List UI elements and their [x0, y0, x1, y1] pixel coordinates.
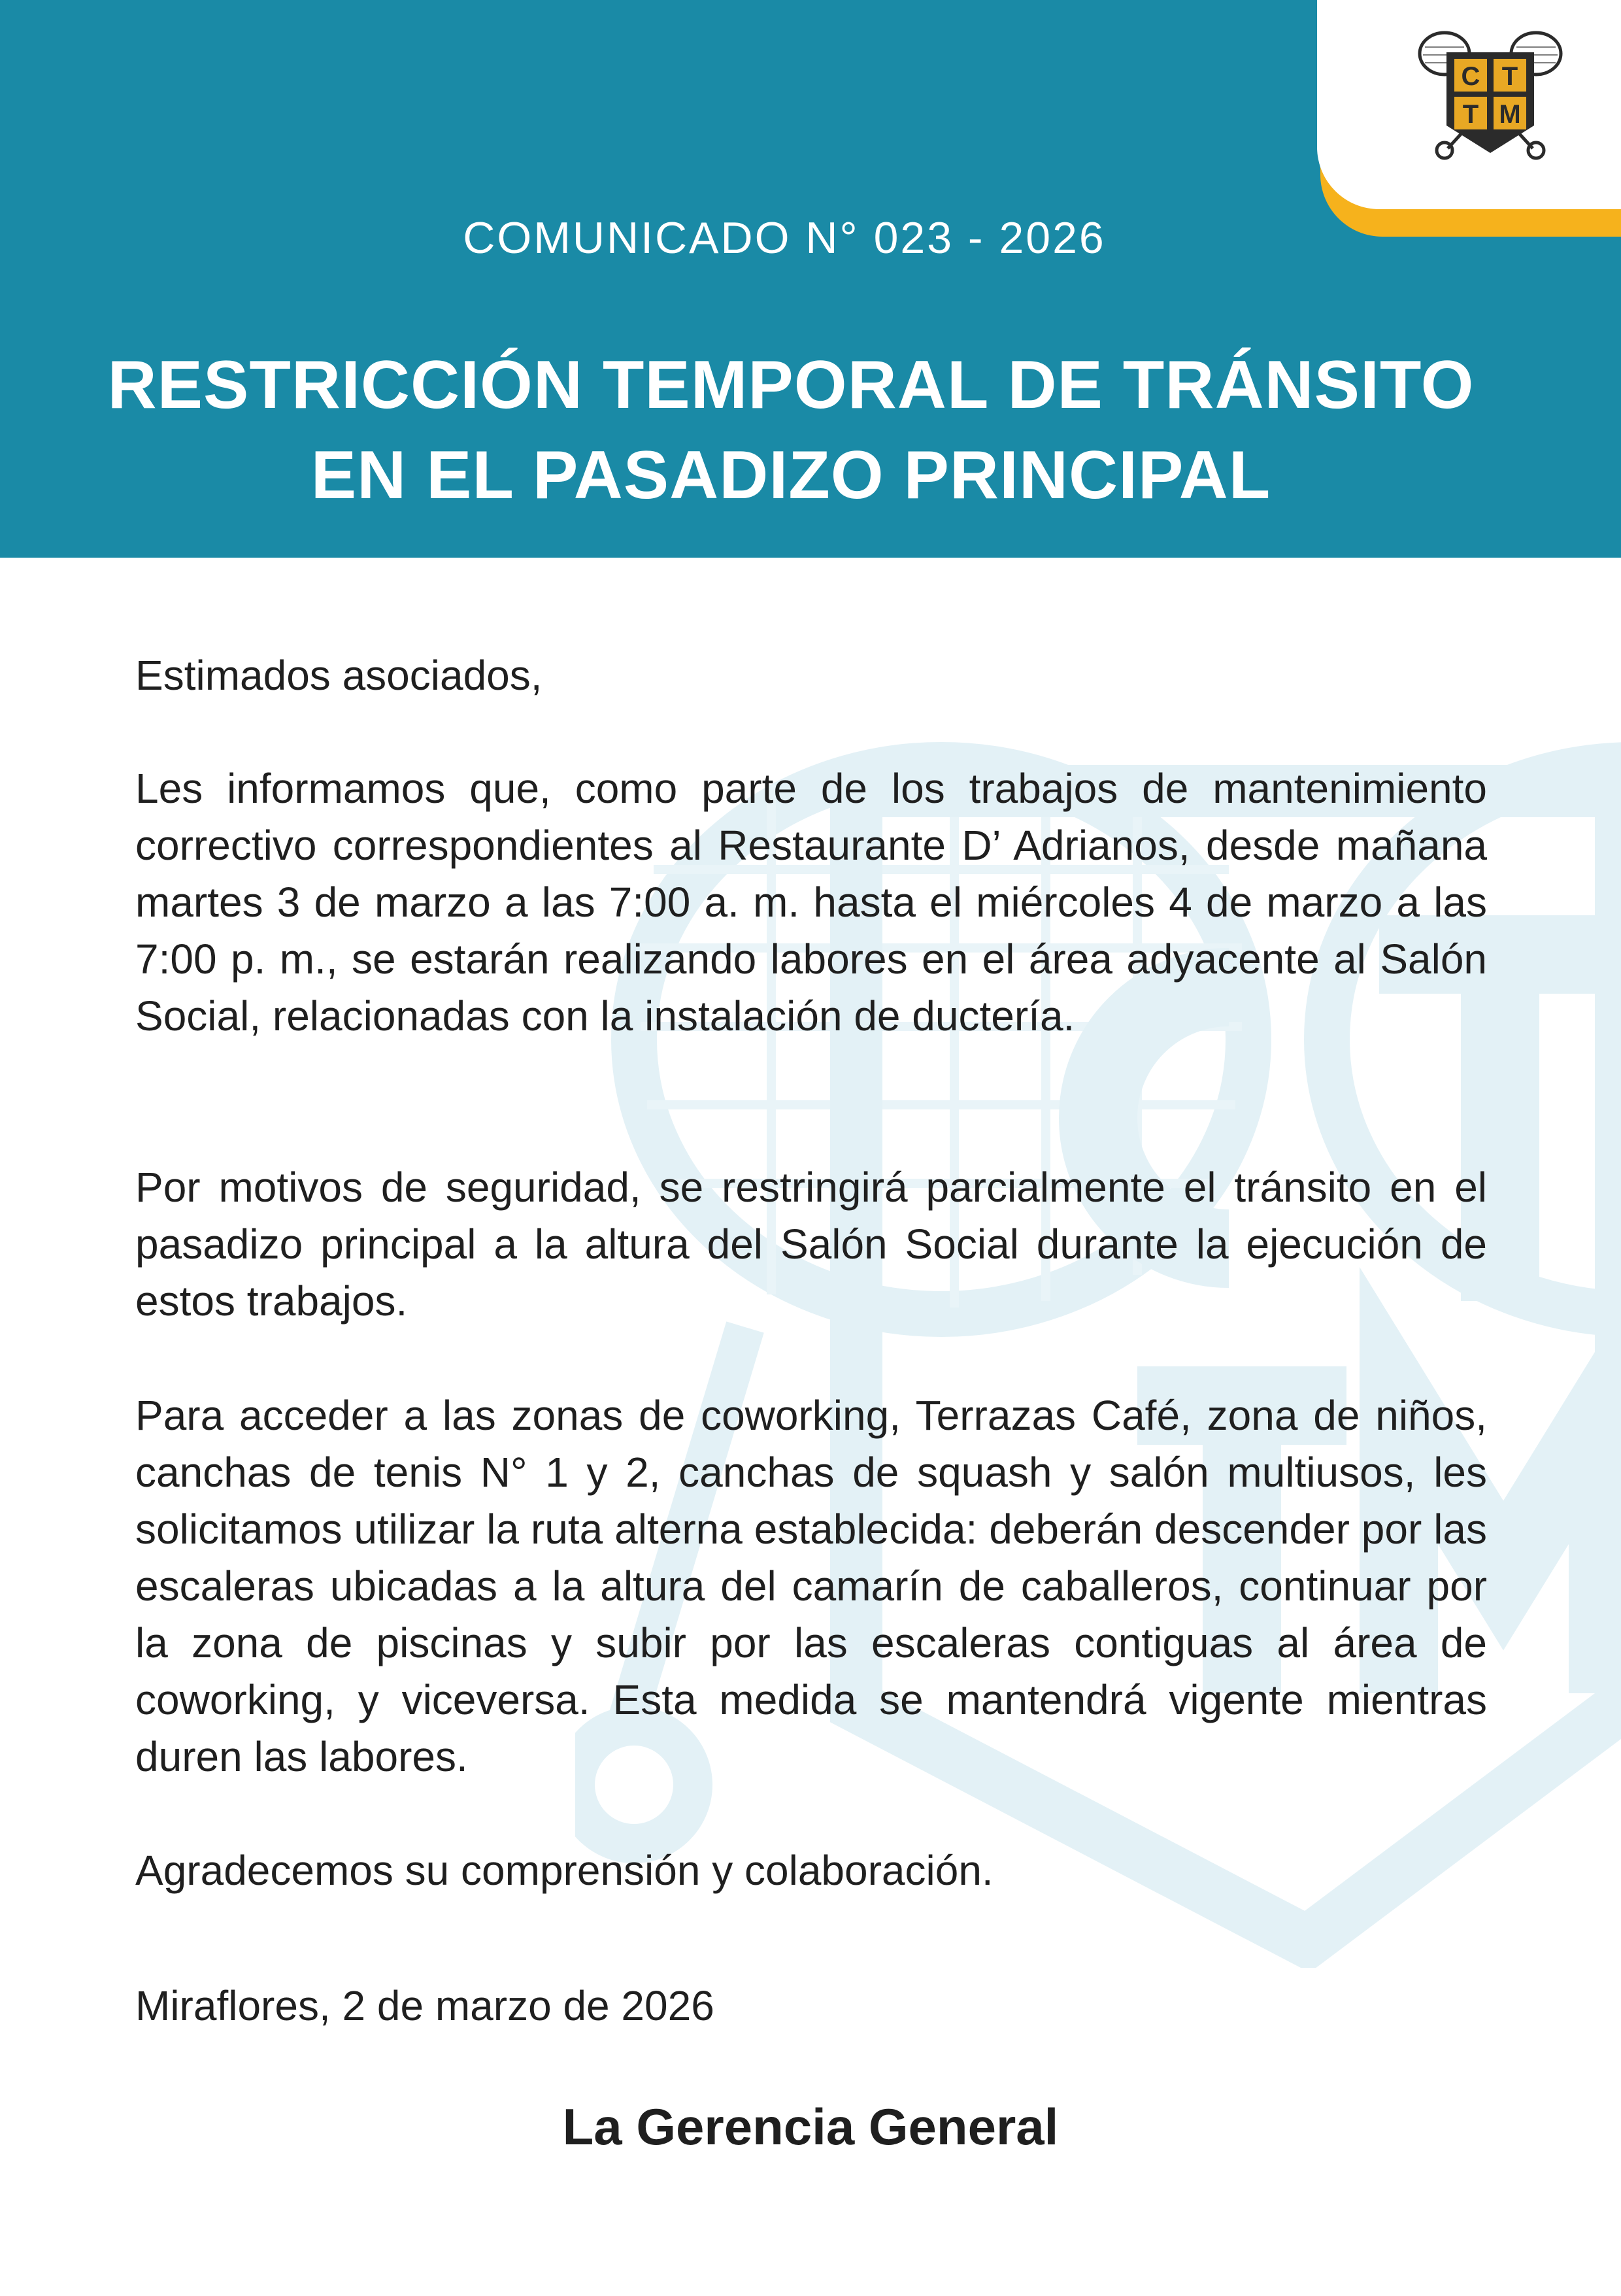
paragraph-3: Para acceder a las zonas de coworking, Terrazas Café, zona de niños, canchas de tenis N° 1 y 2, canchas de squash y salón multiusos, les solicitamos utilizar la ruta alterna establecida: deberán descender por las escaleras ubicadas a la altura del camarín de caballeros, continuar por la zona de piscinas y subir por las escaleras contiguas al área de coworking, y viceversa. Esta medida se mantendrá vigente mientras duren las labores.	[135, 1392, 1487, 1780]
page-title	[0, 340, 1582, 520]
title-line-2: EN EL PASADIZO PRINCIPAL	[310, 437, 1271, 513]
logo-letter-c: C	[1461, 62, 1480, 91]
greeting: Estimados asociados,	[135, 652, 543, 699]
title-line-1: RESTRICCIÓN TEMPORAL DE TRÁNSITO	[107, 347, 1475, 423]
communique-number: COMUNICADO N° 023 - 2026	[463, 213, 1106, 263]
header-banner	[0, 0, 1621, 558]
logo-letter-t1: T	[1501, 62, 1518, 91]
paragraph-2: Por motivos de seguridad, se restringirá parcialmente el tránsito en el pasadizo principal a la altura del Salón Social durante la ejecución de estos trabajos.	[135, 1164, 1487, 1325]
thanks-line: Agradecemos su comprensión y colaboración.	[135, 1847, 994, 1894]
signature: La Gerencia General	[562, 2098, 1059, 2155]
place-date: Miraflores, 2 de marzo de 2026	[135, 1982, 714, 2029]
paragraph-1: Les informamos que, como parte de los trabajos de mantenimiento correctivo correspondientes al Restaurante D’ Adrianos, desde mañana martes 3 de marzo a las 7:00 a. m. hasta el miércoles 4 de marzo a las 7:00 p. m., se estarán realizando labores en el área adyacente al Salón Social, relacionadas con la instalación de ductería.	[135, 765, 1487, 1039]
logo-letter-t2: T	[1462, 100, 1479, 129]
club-logo	[1415, 27, 1565, 165]
logo-letter-m: M	[1499, 100, 1521, 129]
